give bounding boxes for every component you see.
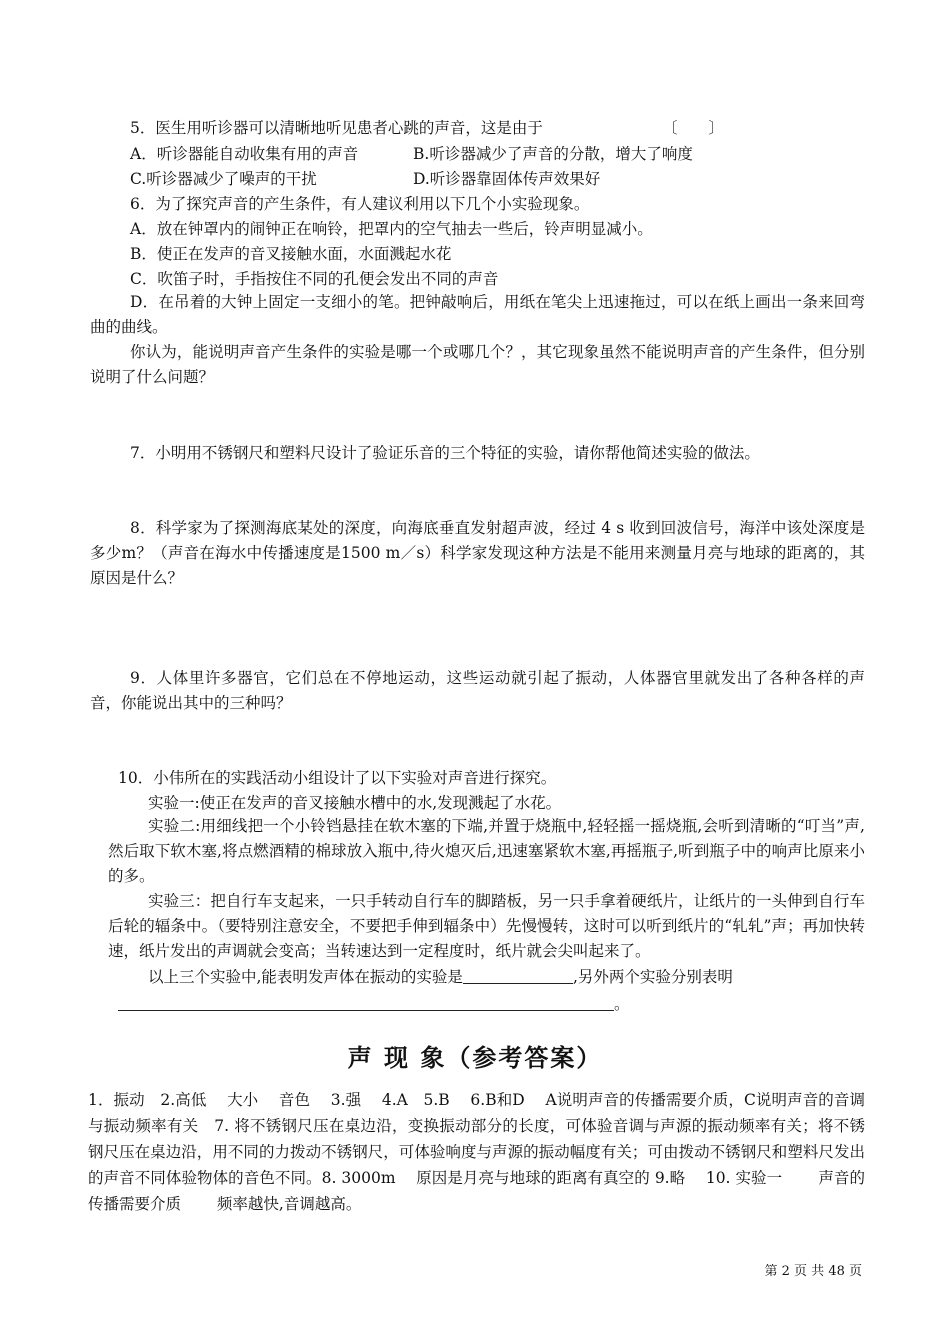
q5-option-a: A．听诊器能自动收集有用的声音 (130, 145, 359, 163)
q10-experiment-3: 实验三：把自行车支起来，一只手转动自行车的脚踏板，另一只手拿着硬纸片，让纸片的一头伸到自行车后轮的辐条中。（要特别注意安全，不要把手伸到辐条中）先慢慢转，这时可以听到纸片的“轧轧”声；再加快转速，纸片发出的声调就会变高；当转速达到一定程度时，纸片就会尖叫起来了。 (108, 892, 865, 960)
q6-item-a: A．放在钟罩内的闹钟正在响铃，把罩内的空气抽去一些后，铃声明显减小。 (130, 220, 653, 238)
q10-conclusion-text-b: ,另外两个实验分别表明 (572, 968, 733, 986)
q6-question: 你认为，能说明声音产生条件的实验是哪一个或哪几个？，其它现象虽然不能说明声音的产生条件，但分别说明了什么问题？ (90, 343, 865, 386)
answer-bracket: 〔 〕 (662, 119, 725, 137)
answer-title: 声 现 象（参考答案） (347, 1044, 603, 1072)
q6-item-b: B．使正在发声的音叉接触水面，水面溅起水花 (130, 245, 452, 263)
q9-text: 9．人体里许多器官，它们总在不停地运动，这些运动就引起了振动，人体器官里就发出了各种各样的声音，你能说出其中的三种吗？ (90, 669, 865, 712)
page-number: 第 2 页 共 48 页 (764, 1264, 862, 1279)
answer-blank[interactable] (463, 967, 573, 984)
q10-conclusion-line-2 (118, 993, 630, 1015)
q5-option-b: B.听诊器减少了声音的分散，增大了响度 (413, 145, 693, 163)
q6-item-c: C．吹笛子时，手指按住不同的孔便会发出不同的声音 (130, 270, 499, 288)
q5-option-c: C.听诊器减少了噪声的干扰 (130, 170, 317, 188)
answer-blank-long[interactable] (118, 994, 614, 1011)
q7-text: 7．小明用不锈钢尺和塑料尺设计了验证乐音的三个特征的实验，请你帮他简述实验的做法。 (130, 444, 760, 462)
q10-conclusion (148, 966, 733, 988)
q10-end-mark: 。 (614, 995, 630, 1013)
q10-conclusion-text-a: 以上三个实验中,能表明发声体在振动的实验是 (148, 968, 463, 986)
q6-item-d: D．在吊着的大钟上固定一支细小的笔。把钟敲响后，用纸在笔尖上迅速拖过，可以在纸上画出一条来回弯曲的曲线。 (90, 293, 865, 336)
q10-stem: 10．小伟所在的实践活动小组设计了以下实验对声音进行探究。 (118, 769, 557, 787)
answer-text: 1．振动 2.高低 大小 音色 3.强 4.A 5.B 6.B和D A说明声音的传播需要介质，C说明声音的音调与振动频率有关 7. 将不锈钢尺压在桌边沿，变换振动部分的长度，可体验音调与声源的振动频率有关；将不锈钢尺压在桌边沿，用不同的力拨动不锈钢尺，可体验响度与声源的振动幅度有关；可由拨动不锈钢尺和塑料尺发出的声音不同体验物体的音色不同。8. 3000m 原因是月亮与地球的距离有真空的 9.略 10. 实验一 声音的传播需要介质 频率越快,音调越高。 (88, 1091, 865, 1213)
q6-stem: 6．为了探究声音的产生条件，有人建议利用以下几个小实验现象。 (130, 195, 590, 213)
q8-text: 8．科学家为了探测海底某处的深度，向海底垂直发射超声波，经过 4 s 收到回波信号，海洋中该处深度是多少m？（声音在海水中传播速度是1500 m／s）科学家发现这种方法是不能用来测量月亮与地球的距离的，其原因是什么？ (90, 519, 865, 587)
q10-experiment-2: 实验二:用细线把一个小铃铛悬挂在软木塞的下端,并置于烧瓶中,轻轻摇一摇烧瓶,会听到清晰的“叮当”声,然后取下软木塞,将点燃酒精的棉球放入瓶中,待火熄灭后,迅速塞紧软木塞,再摇瓶子,听到瓶子中的响声比原来小的多。 (108, 817, 865, 885)
q5-stem: 5．医生用听诊器可以清晰地听见患者心跳的声音，这是由于 (130, 119, 543, 137)
q5-option-d: D.听诊器靠固体传声效果好 (413, 170, 601, 188)
q10-experiment-1: 实验一:使正在发声的音叉接触水槽中的水,发现溅起了水花。 (148, 794, 562, 812)
